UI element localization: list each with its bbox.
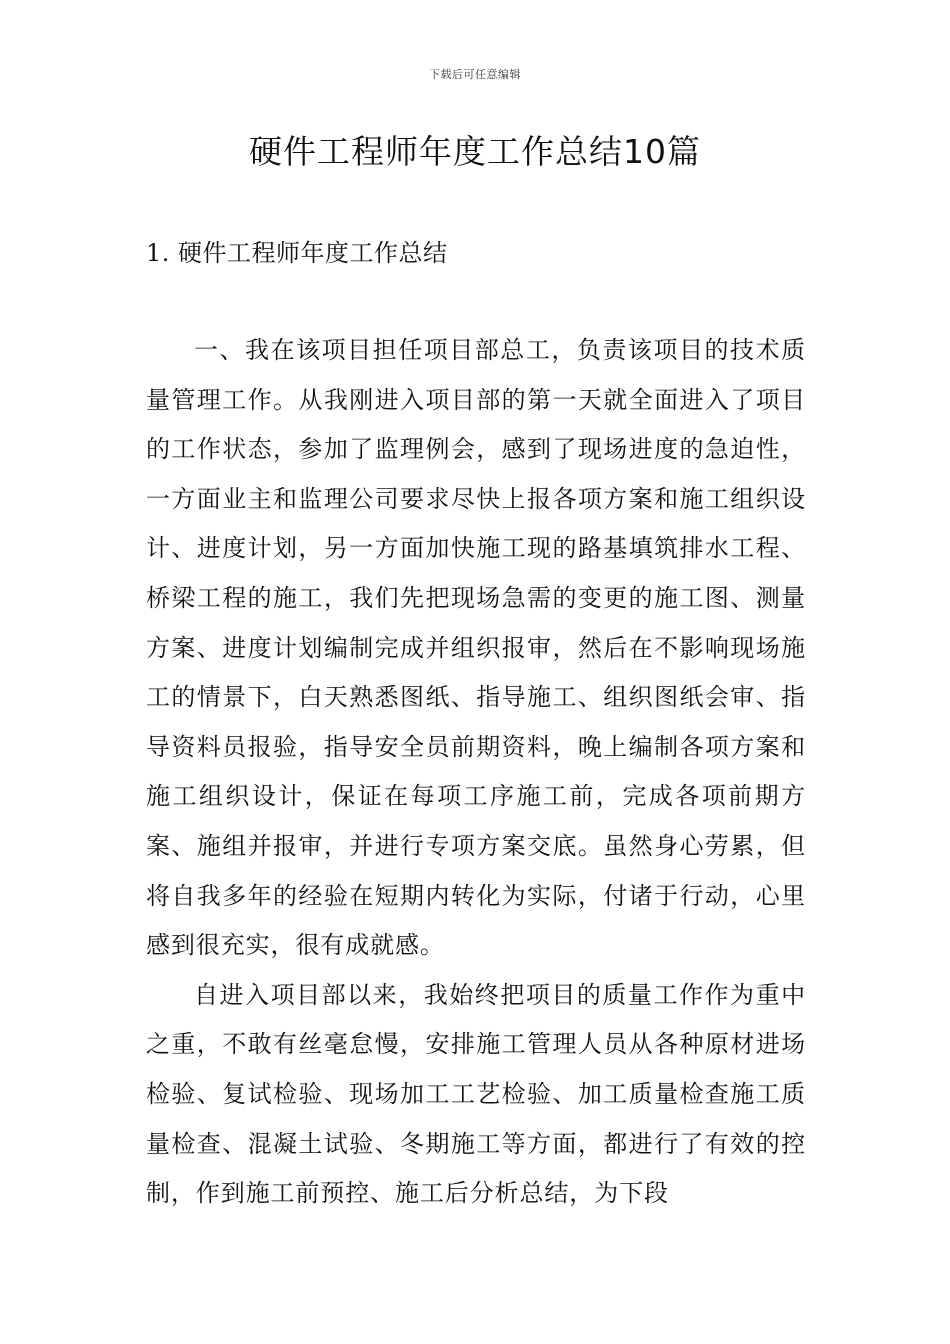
section-heading: 1. 硬件工程师年度工作总结 [146,239,448,267]
header-note: 下载后可任意编辑 [429,68,521,81]
paragraph-1: 一、我在该项目担任项目部总工，负责该项目的技术质量管理工作。从我刚进入项目部的第一天就全面进入了项目的工作状态，参加了监理例会，感到了现场进度的急迫性，一方面业主和监理公司要求尽快上报各项方案和施工组织设计、进度计划，另一方面加快施工现的路基填筑排水工程、桥梁工程的施工，我们先把现场急需的变更的施工图、测量方案、进度计划编制完成并组织报审，然后在不影响现场施工的情景下，白天熟悉图纸、指导施工、组织图纸会审、指导资料员报验，指导安全员前期资料，晚上编制各项方案和施工组织设计，保证在每项工序施工前，完成各项前期方案、施组并报审，并进行专项方案交底。虽然身心劳累，但将自我多年的经验在短期内转化为实际，付诸于行动，心里感到很充实，很有成就感。 [146,336,806,960]
body-text [146,326,806,1219]
paragraph-2: 自进入项目部以来，我始终把项目的质量工作作为重中之重，不敢有丝毫怠慢，安排施工管理人员从各种原材进场检验、复试检验、现场加工工艺检验、加工质量检查施工质量检查、混凝土试验、冬期施工等方面，都进行了有效的控制，作到施工前预控、施工后分析总结，为下段 [146,980,806,1208]
document-title: 硬件工程师年度工作总结10篇 [249,132,701,171]
